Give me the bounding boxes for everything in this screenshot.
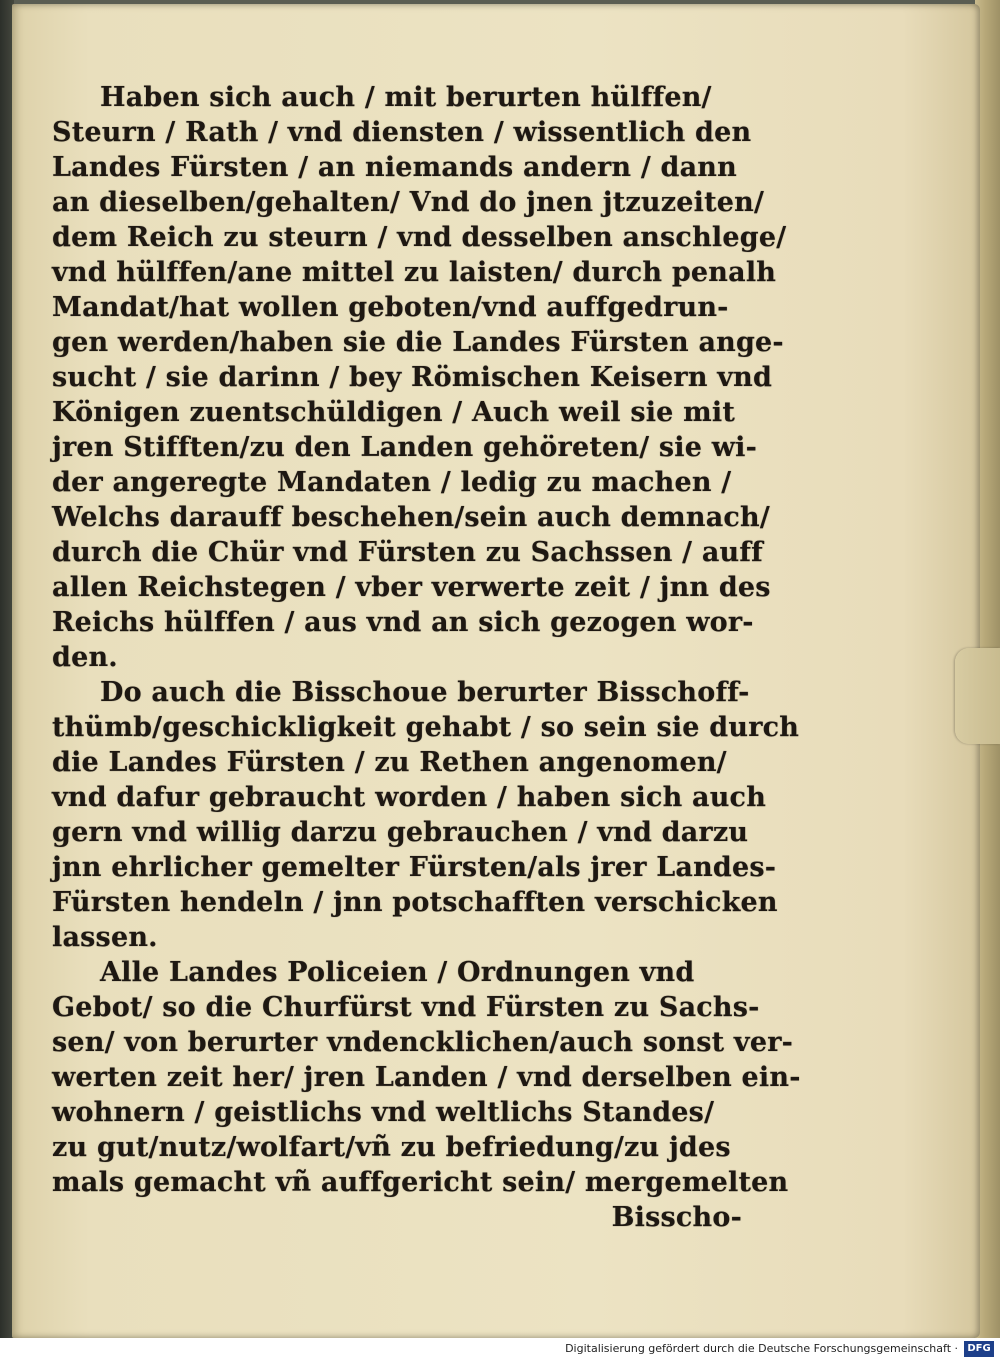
text-line: der angeregte Mandaten / ledig zu machen / (52, 467, 732, 498)
text-line: vnd dafur gebraucht worden / haben sich auch (52, 782, 767, 813)
text-line: Haben sich auch / mit berurten hülffen/ (100, 82, 712, 113)
body-text (52, 80, 801, 1235)
text-line: vnd hülffen/ane mittel zu laisten/ durch penalh (52, 257, 777, 288)
text-line: Mandat/hat wollen geboten/vnd auffgedrun- (52, 292, 729, 323)
footer-bar (0, 1338, 1000, 1361)
page-tab (955, 648, 1000, 744)
text-line: Gebot/ so die Churfürst vnd Fürsten zu Sachs- (52, 992, 760, 1023)
text-line: Fürsten hendeln / jnn potschafften verschicken (52, 887, 778, 918)
text-line: gen werden/haben sie die Landes Fürsten ange- (52, 327, 784, 358)
text-line: sucht / sie darinn / bey Römischen Keisern vnd (52, 362, 773, 393)
dfg-logo-icon[interactable]: DFG (964, 1341, 994, 1357)
text-line: Welchs darauff beschehen/sein auch demnach/ (52, 502, 770, 533)
text-line: an dieselben/gehalten/ Vnd do jnen jtzuzeiten/ (52, 187, 765, 218)
text-line: thümb/geschickligkeit gehabt / so sein sie durch (52, 712, 800, 743)
text-line: den. (52, 642, 118, 673)
text-line: jren Stifften/zu den Landen gehöreten/ sie wi- (52, 432, 758, 463)
text-line: Do auch die Bisschoue berurter Bisschoff- (100, 677, 750, 708)
funding-credit: Digitalisierung gefördert durch die Deutsche Forschungsgemeinschaft · (565, 1342, 958, 1355)
text-line: allen Reichstegen / vber verwerte zeit / jnn des (52, 572, 771, 603)
text-line: Steurn / Rath / vnd diensten / wissentlich den (52, 117, 752, 148)
text-line: durch die Chür vnd Fürsten zu Sachssen / auff (52, 537, 763, 568)
text-line: Königen zuentschüldigen / Auch weil sie mit (52, 397, 736, 428)
text-line: Reichs hülffen / aus vnd an sich gezogen wor- (52, 607, 754, 638)
text-line: zu gut/nutz/wolfart/vñ zu befriedung/zu jdes (52, 1132, 731, 1163)
text-line: gern vnd willig darzu gebrauchen / vnd darzu (52, 817, 749, 848)
text-line: wohnern / geistlichs vnd weltlichs Standes/ (52, 1097, 715, 1128)
catchword: Bisscho- (611, 1202, 742, 1233)
text-line: werten zeit her/ jren Landen / vnd derselben ein- (52, 1062, 801, 1093)
text-line: dem Reich zu steurn / vnd desselben anschlege/ (52, 222, 787, 253)
text-line: die Landes Fürsten / zu Rethen angenomen/ (52, 747, 727, 778)
text-line: sen/ von berurter vndencklichen/auch sonst ver- (52, 1027, 794, 1058)
text-line: jnn ehrlicher gemelter Fürsten/als jrer Landes- (52, 852, 777, 883)
text-line: mals gemacht vñ auffgericht sein/ mergemelten (52, 1167, 789, 1198)
text-line: lassen. (52, 922, 158, 953)
text-line: Alle Landes Policeien / Ordnungen vnd (100, 957, 695, 988)
text-line: Landes Fürsten / an niemands andern / dann (52, 152, 737, 183)
